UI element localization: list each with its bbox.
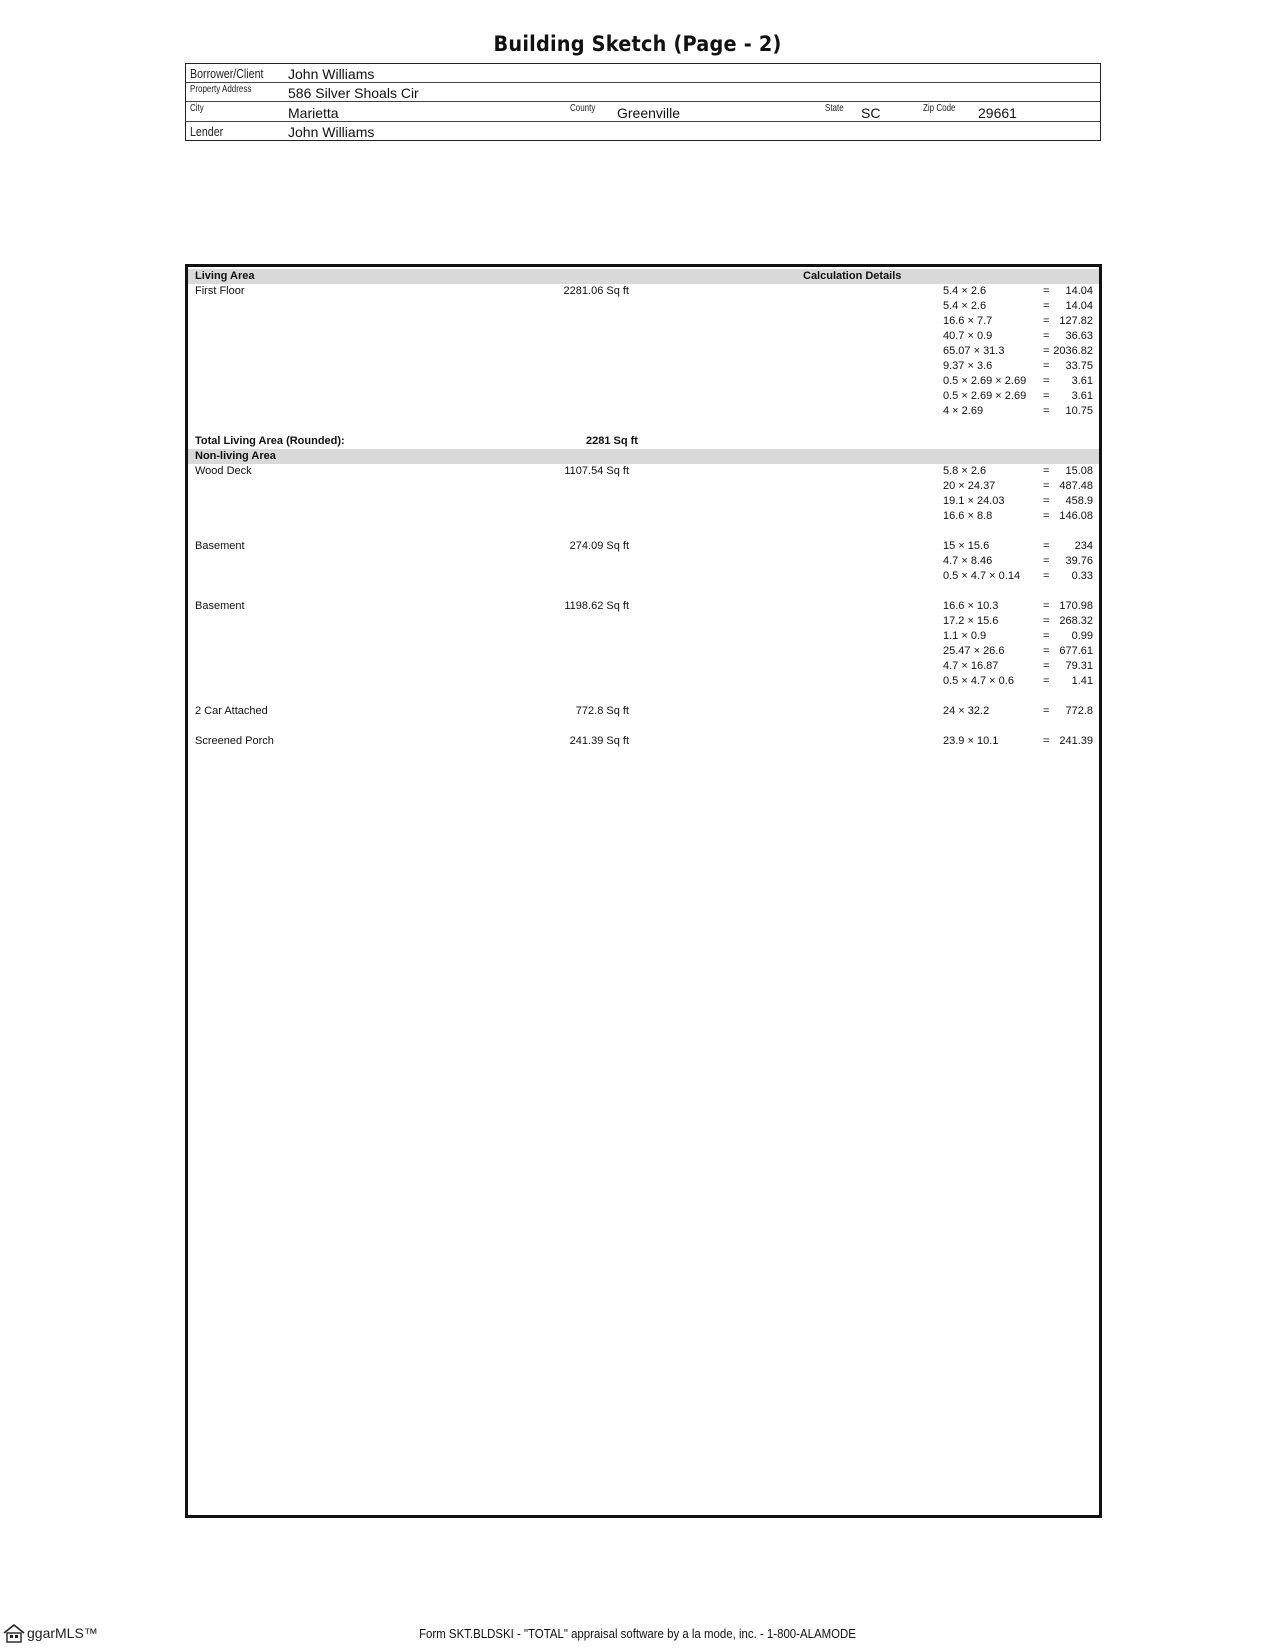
area-total: 1198.62 Sq ft — [564, 600, 629, 612]
area-total: 1107.54 Sq ft — [564, 465, 629, 477]
calc-equals: = — [1043, 495, 1050, 507]
area-total: 772.8 Sq ft — [575, 705, 629, 717]
calc-value: 1.41 — [1071, 675, 1093, 687]
calc-equals: = — [1043, 330, 1050, 342]
calc-equals: = — [1043, 405, 1050, 417]
calculation-details-heading: Calculation Details — [803, 270, 902, 282]
non-living-area-heading: Non-living Area — [195, 450, 276, 462]
state-value: SC — [861, 105, 881, 121]
state-label: State — [825, 103, 844, 114]
calc-expression: 5.8 × 2.6 — [943, 465, 987, 477]
calc-equals: = — [1043, 555, 1050, 567]
calc-equals: = — [1043, 675, 1050, 687]
lender-label: Lender — [190, 124, 224, 139]
calc-value: 79.31 — [1065, 660, 1093, 672]
lender-value: John Williams — [288, 124, 375, 140]
section-band — [188, 269, 1099, 284]
calc-equals: = — [1043, 600, 1050, 612]
area-total: 274.09 Sq ft — [569, 540, 629, 552]
calc-expression: 4.7 × 8.46 — [943, 555, 993, 567]
calc-expression: 25.47 × 26.6 — [943, 645, 1005, 657]
calc-value: 268.32 — [1059, 615, 1093, 627]
calc-equals: = — [1043, 315, 1050, 327]
calc-expression: 1.1 × 0.9 — [943, 630, 987, 642]
city-label: City — [190, 103, 204, 114]
area-total: 241.39 Sq ft — [569, 735, 629, 747]
area-calculation-table — [185, 264, 1102, 1518]
lender-row — [186, 122, 1100, 140]
calc-value: 10.75 — [1065, 405, 1093, 417]
calc-expression: 40.7 × 0.9 — [943, 330, 993, 342]
calc-expression: 9.37 × 3.6 — [943, 360, 993, 372]
calc-expression: 0.5 × 2.69 × 2.69 — [943, 390, 1027, 402]
area-total: 2281.06 Sq ft — [563, 285, 629, 297]
calc-expression: 0.5 × 4.7 × 0.6 — [943, 675, 1014, 687]
calc-value: 2036.82 — [1053, 345, 1093, 357]
calc-value: 170.98 — [1059, 600, 1093, 612]
house-icon — [2, 1623, 26, 1643]
calc-expression: 20 × 24.37 — [943, 480, 996, 492]
mls-logo — [2, 1623, 98, 1643]
calc-expression: 16.6 × 7.7 — [943, 315, 993, 327]
calc-equals: = — [1043, 540, 1050, 552]
calc-expression: 16.6 × 10.3 — [943, 600, 999, 612]
calc-value: 458.9 — [1065, 495, 1093, 507]
calc-equals: = — [1043, 480, 1050, 492]
address-label: Property Address — [190, 84, 252, 95]
calc-expression: 19.1 × 24.03 — [943, 495, 1005, 507]
calc-expression: 4.7 × 16.87 — [943, 660, 999, 672]
calc-equals: = — [1043, 510, 1050, 522]
calc-value: 127.82 — [1059, 315, 1093, 327]
calc-value: 146.08 — [1059, 510, 1093, 522]
zip-label: Zip Code — [923, 103, 956, 114]
property-header — [185, 63, 1101, 141]
form-footer: Form SKT.BLDSKI - "TOTAL" appraisal software by a la mode, inc. - 1-800-ALAMODE — [419, 1626, 856, 1641]
calc-expression: 0.5 × 2.69 × 2.69 — [943, 375, 1027, 387]
area-name: Screened Porch — [195, 735, 274, 747]
logo-text: ggarMLS™ — [27, 1625, 98, 1641]
calc-expression: 5.4 × 2.6 — [943, 300, 987, 312]
city-value: Marietta — [288, 105, 339, 121]
calc-equals: = — [1043, 390, 1050, 402]
calc-expression: 4 × 2.69 — [943, 405, 984, 417]
calc-equals: = — [1043, 735, 1050, 747]
total-living-value: 2281 Sq ft — [586, 435, 638, 447]
calc-expression: 17.2 × 15.6 — [943, 615, 999, 627]
calc-expression: 23.9 × 10.1 — [943, 735, 999, 747]
calc-equals: = — [1043, 345, 1050, 357]
calc-value: 14.04 — [1065, 300, 1093, 312]
calc-value: 3.61 — [1071, 375, 1093, 387]
calc-equals: = — [1043, 630, 1050, 642]
area-name: 2 Car Attached — [195, 705, 268, 717]
calc-value: 15.08 — [1065, 465, 1093, 477]
calc-value: 3.61 — [1071, 390, 1093, 402]
calc-expression: 24 × 32.2 — [943, 705, 990, 717]
area-name: First Floor — [195, 285, 245, 297]
calc-expression: 16.6 × 8.8 — [943, 510, 993, 522]
address-row — [186, 83, 1100, 102]
calc-equals: = — [1043, 465, 1050, 477]
calc-equals: = — [1043, 300, 1050, 312]
calc-value: 487.48 — [1059, 480, 1093, 492]
calc-value: 36.63 — [1065, 330, 1093, 342]
calc-equals: = — [1043, 375, 1050, 387]
location-row — [186, 102, 1100, 122]
page-title: Building Sketch (Page - 2) — [493, 32, 782, 56]
living-area-heading: Living Area — [195, 270, 255, 282]
calc-value: 33.75 — [1065, 360, 1093, 372]
calc-value: 14.04 — [1065, 285, 1093, 297]
calc-value: 0.33 — [1071, 570, 1093, 582]
total-living-label: Total Living Area (Rounded): — [195, 435, 345, 447]
calc-value: 677.61 — [1059, 645, 1093, 657]
borrower-row — [186, 64, 1100, 83]
calc-equals: = — [1043, 570, 1050, 582]
calc-equals: = — [1043, 285, 1050, 297]
calc-equals: = — [1043, 360, 1050, 372]
calc-value: 39.76 — [1065, 555, 1093, 567]
area-name: Basement — [195, 540, 245, 552]
borrower-value: John Williams — [288, 66, 375, 82]
calc-expression: 0.5 × 4.7 × 0.14 — [943, 570, 1021, 582]
calc-expression: 15 × 15.6 — [943, 540, 990, 552]
area-name: Wood Deck — [195, 465, 252, 477]
county-value: Greenville — [617, 105, 681, 121]
calc-value: 0.99 — [1071, 630, 1093, 642]
calc-value: 772.8 — [1065, 705, 1093, 717]
calc-value: 241.39 — [1059, 735, 1093, 747]
calc-value: 234 — [1074, 540, 1093, 552]
calc-equals: = — [1043, 660, 1050, 672]
calc-expression: 65.07 × 31.3 — [943, 345, 1005, 357]
area-name: Basement — [195, 600, 245, 612]
zip-value: 29661 — [978, 105, 1017, 121]
section-band — [188, 449, 1099, 464]
borrower-label: Borrower/Client — [190, 66, 264, 81]
calc-equals: = — [1043, 705, 1050, 717]
county-label: County — [570, 103, 596, 114]
calc-equals: = — [1043, 615, 1050, 627]
address-value: 586 Silver Shoals Cir — [288, 85, 419, 101]
calc-expression: 5.4 × 2.6 — [943, 285, 987, 297]
calc-equals: = — [1043, 645, 1050, 657]
